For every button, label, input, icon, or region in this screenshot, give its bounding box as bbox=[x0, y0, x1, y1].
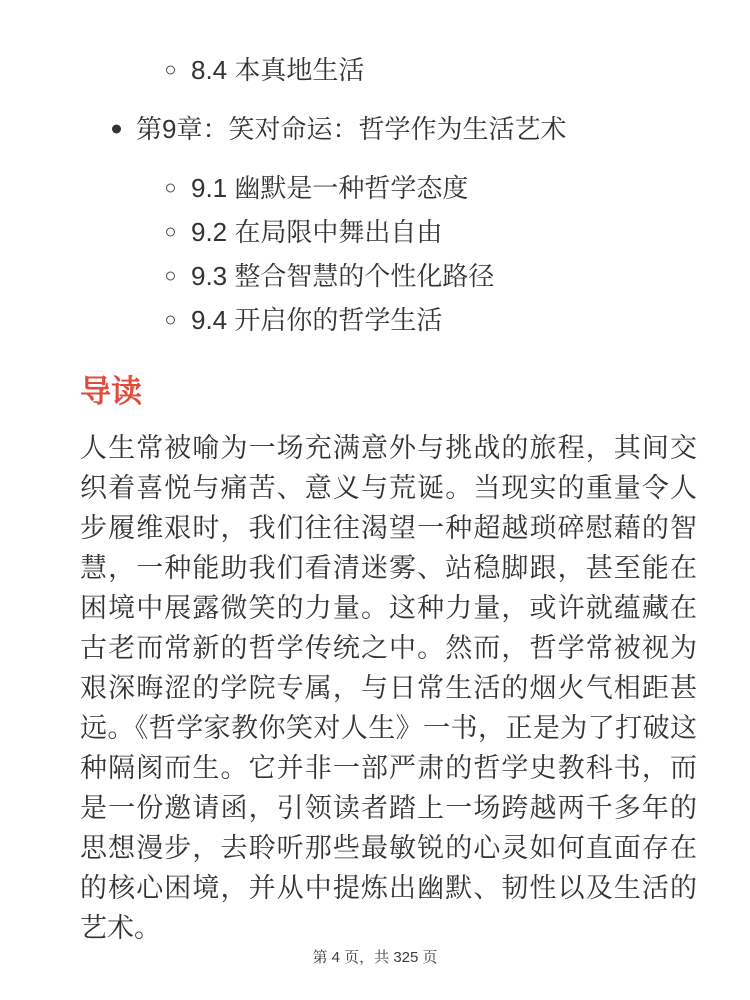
toc-item-label: 9.2 在局限中舞出自由 bbox=[191, 217, 443, 247]
toc-item-label: 9.1 幽默是一种哲学态度 bbox=[191, 173, 469, 203]
bullet-disc-icon bbox=[112, 125, 121, 134]
toc-item-label: 9.3 整合智慧的个性化路径 bbox=[191, 261, 495, 291]
bullet-circle-icon bbox=[166, 66, 175, 75]
bullet-circle-icon bbox=[166, 272, 175, 281]
toc-item bbox=[80, 254, 697, 298]
toc-item bbox=[80, 166, 697, 210]
toc-item bbox=[80, 210, 697, 254]
bullet-circle-icon bbox=[166, 228, 175, 237]
section-body-paragraph: 人生常被喻为一场充满意外与挑战的旅程，其间交织着喜悦与痛苦、意义与荒诞。当现实的重量令人步履维艰时，我们往往渴望一种超越琐碎慰藉的智慧，一种能助我们看清迷雾、站稳脚跟，甚至能在困境中展露微笑的力量。这种力量，或许就蕴藏在古老而常新的哲学传统之中。然而，哲学常被视为艰深晦涩的学院专属，与日常生活的烟火气相距甚远。《哲学家教你笑对人生》一书，正是为了打破这种隔阂而生。它并非一部严肃的哲学史教科书，而是一份邀请函，引领读者踏上一场跨越两千多年的思想漫步，去聆听那些最敏锐的心灵如何直面存在的核心困境，并从中提炼出幽默、韧性以及生活的艺术。 bbox=[80, 433, 697, 943]
toc-item-label: 8.4 本真地生活 bbox=[191, 55, 365, 85]
toc-item-label: 第9章：笑对命运：哲学作为生活艺术 bbox=[136, 114, 567, 144]
toc-item bbox=[80, 298, 697, 342]
toc-list bbox=[80, 48, 697, 342]
bullet-circle-icon bbox=[166, 316, 175, 325]
toc-item bbox=[80, 107, 697, 151]
section-heading: 导读 bbox=[80, 374, 142, 409]
toc-item bbox=[80, 48, 697, 92]
bullet-circle-icon bbox=[166, 184, 175, 193]
page-indicator: 第 4 页，共 325 页 bbox=[312, 949, 438, 966]
toc-item-label: 9.4 开启你的哲学生活 bbox=[191, 305, 443, 335]
